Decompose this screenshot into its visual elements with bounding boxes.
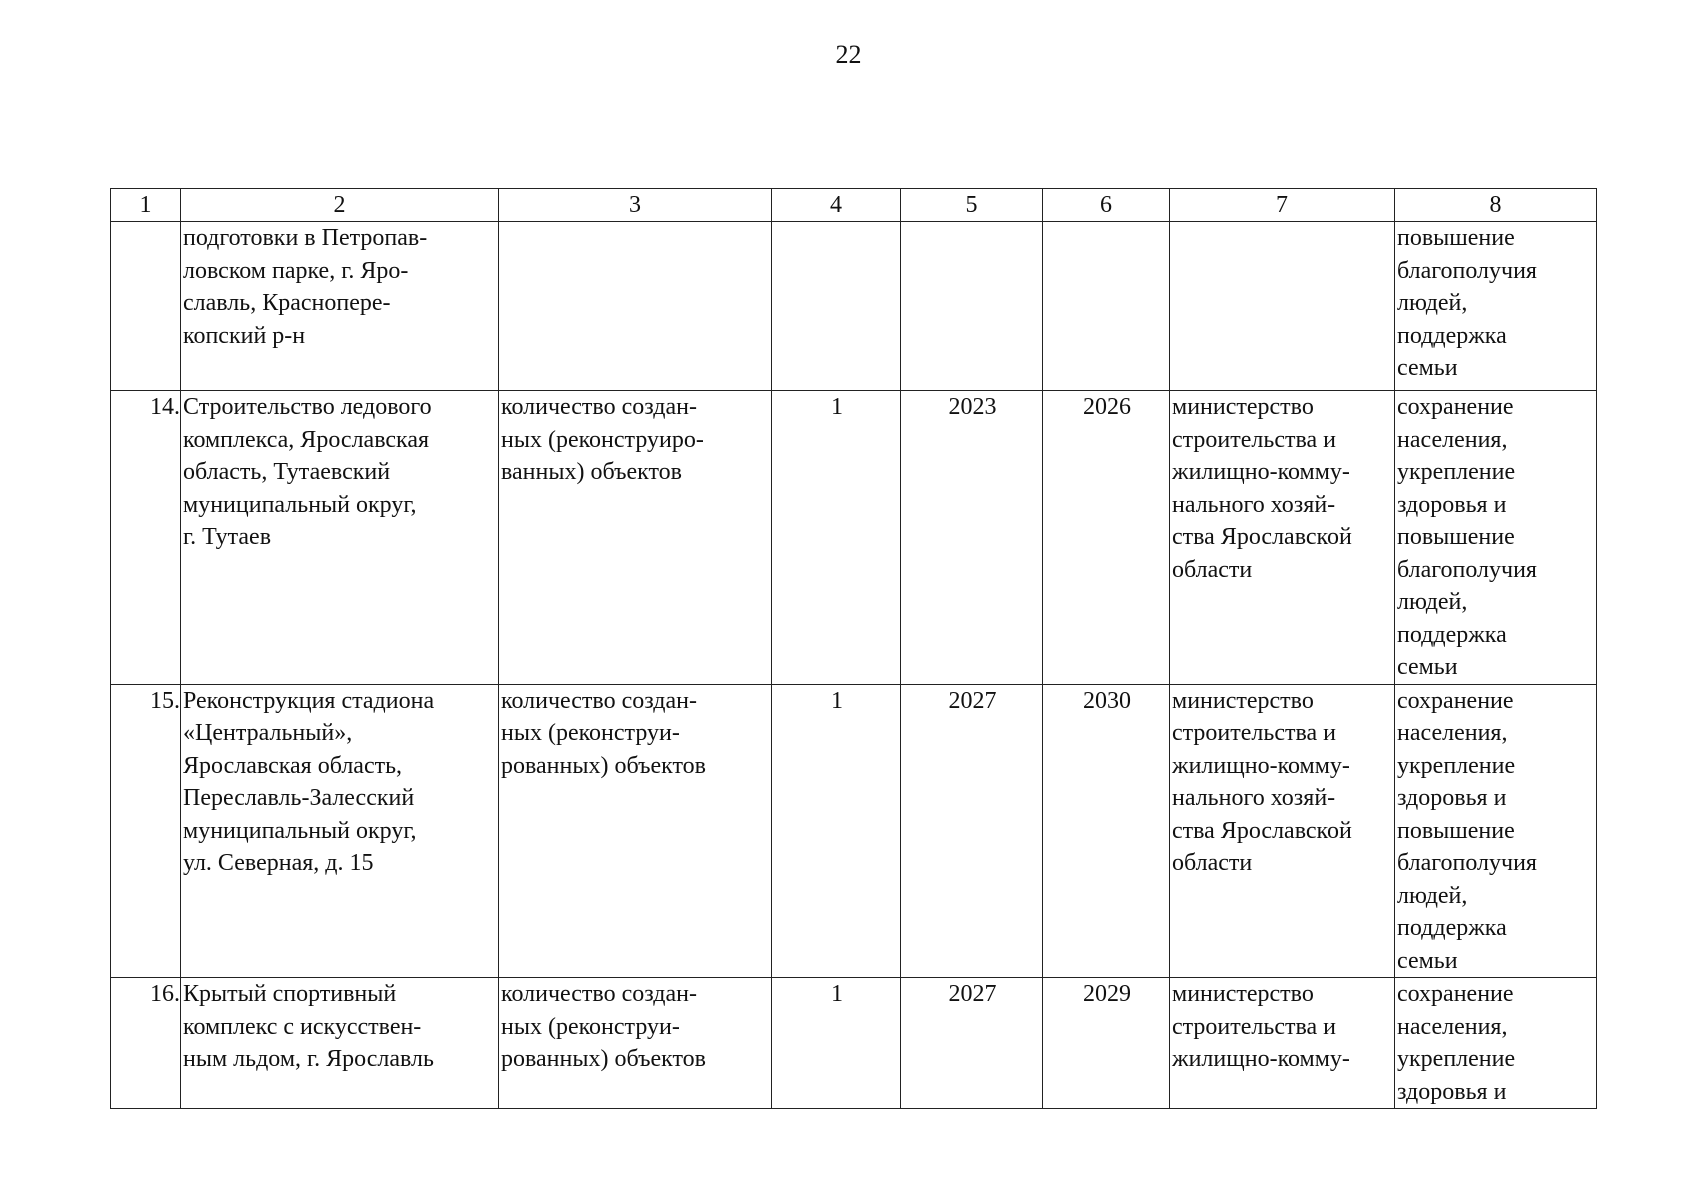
- responsible: [1170, 222, 1395, 391]
- indicator: количество создан- ных (реконструиро- ванных) объектов: [499, 391, 772, 685]
- indicator-value: [772, 222, 901, 391]
- header-col-2: 2: [181, 189, 499, 222]
- goal: сохранение населения, укрепление здоровья и: [1395, 978, 1597, 1109]
- header-col-7: 7: [1170, 189, 1395, 222]
- responsible: министерство строительства и жилищно-комму- нального хозяй- ства Ярославской области: [1170, 684, 1395, 978]
- object-name: подготовки в Петропав- ловском парке, г. Яро- славль, Краснопере- копский р-н: [181, 222, 499, 391]
- indicator-value: 1: [772, 684, 901, 978]
- end-year: 2026: [1043, 391, 1170, 685]
- object-name: Крытый спортивный комплекс с искусствен- ным льдом, г. Ярославль: [181, 978, 499, 1109]
- indicator: количество создан- ных (реконструи- рованных) объектов: [499, 684, 772, 978]
- row-number: 16.: [111, 978, 181, 1109]
- indicator: [499, 222, 772, 391]
- header-col-6: 6: [1043, 189, 1170, 222]
- start-year: 2027: [901, 684, 1043, 978]
- table-row: [111, 978, 1597, 1109]
- end-year: 2030: [1043, 684, 1170, 978]
- table-row: [111, 222, 1597, 391]
- indicator: количество создан- ных (реконструи- рованных) объектов: [499, 978, 772, 1109]
- page-number: 22: [835, 40, 862, 69]
- header-col-1: 1: [111, 189, 181, 222]
- object-name: Строительство ледового комплекса, Ярославская область, Тутаевский муниципальный округ, г. Тутаев: [181, 391, 499, 685]
- object-name: Реконструкция стадиона «Центральный», Ярославская область, Переславль-Залесский муниципальный округ, ул. Северная, д. 15: [181, 684, 499, 978]
- header-row: [111, 189, 1597, 222]
- responsible: министерство строительства и жилищно-комму-: [1170, 978, 1395, 1109]
- header-col-5: 5: [901, 189, 1043, 222]
- row-number: 15.: [111, 684, 181, 978]
- end-year: 2029: [1043, 978, 1170, 1109]
- start-year: 2027: [901, 978, 1043, 1109]
- objects-table: [110, 188, 1597, 1109]
- table-row: [111, 684, 1597, 978]
- indicator-value: 1: [772, 978, 901, 1109]
- end-year: [1043, 222, 1170, 391]
- start-year: [901, 222, 1043, 391]
- goal: сохранение населения, укрепление здоровья и повышение благополучия людей, поддержка семьи: [1395, 391, 1597, 685]
- header-col-4: 4: [772, 189, 901, 222]
- header-col-8: 8: [1395, 189, 1597, 222]
- table-row: [111, 391, 1597, 685]
- goal: сохранение населения, укрепление здоровья и повышение благополучия людей, поддержка семьи: [1395, 684, 1597, 978]
- responsible: министерство строительства и жилищно-комму- нального хозяй- ства Ярославской области: [1170, 391, 1395, 685]
- goal: повышение благополучия людей, поддержка семьи: [1395, 222, 1597, 391]
- row-number: [111, 222, 181, 391]
- row-number: 14.: [111, 391, 181, 685]
- indicator-value: 1: [772, 391, 901, 685]
- header-col-3: 3: [499, 189, 772, 222]
- start-year: 2023: [901, 391, 1043, 685]
